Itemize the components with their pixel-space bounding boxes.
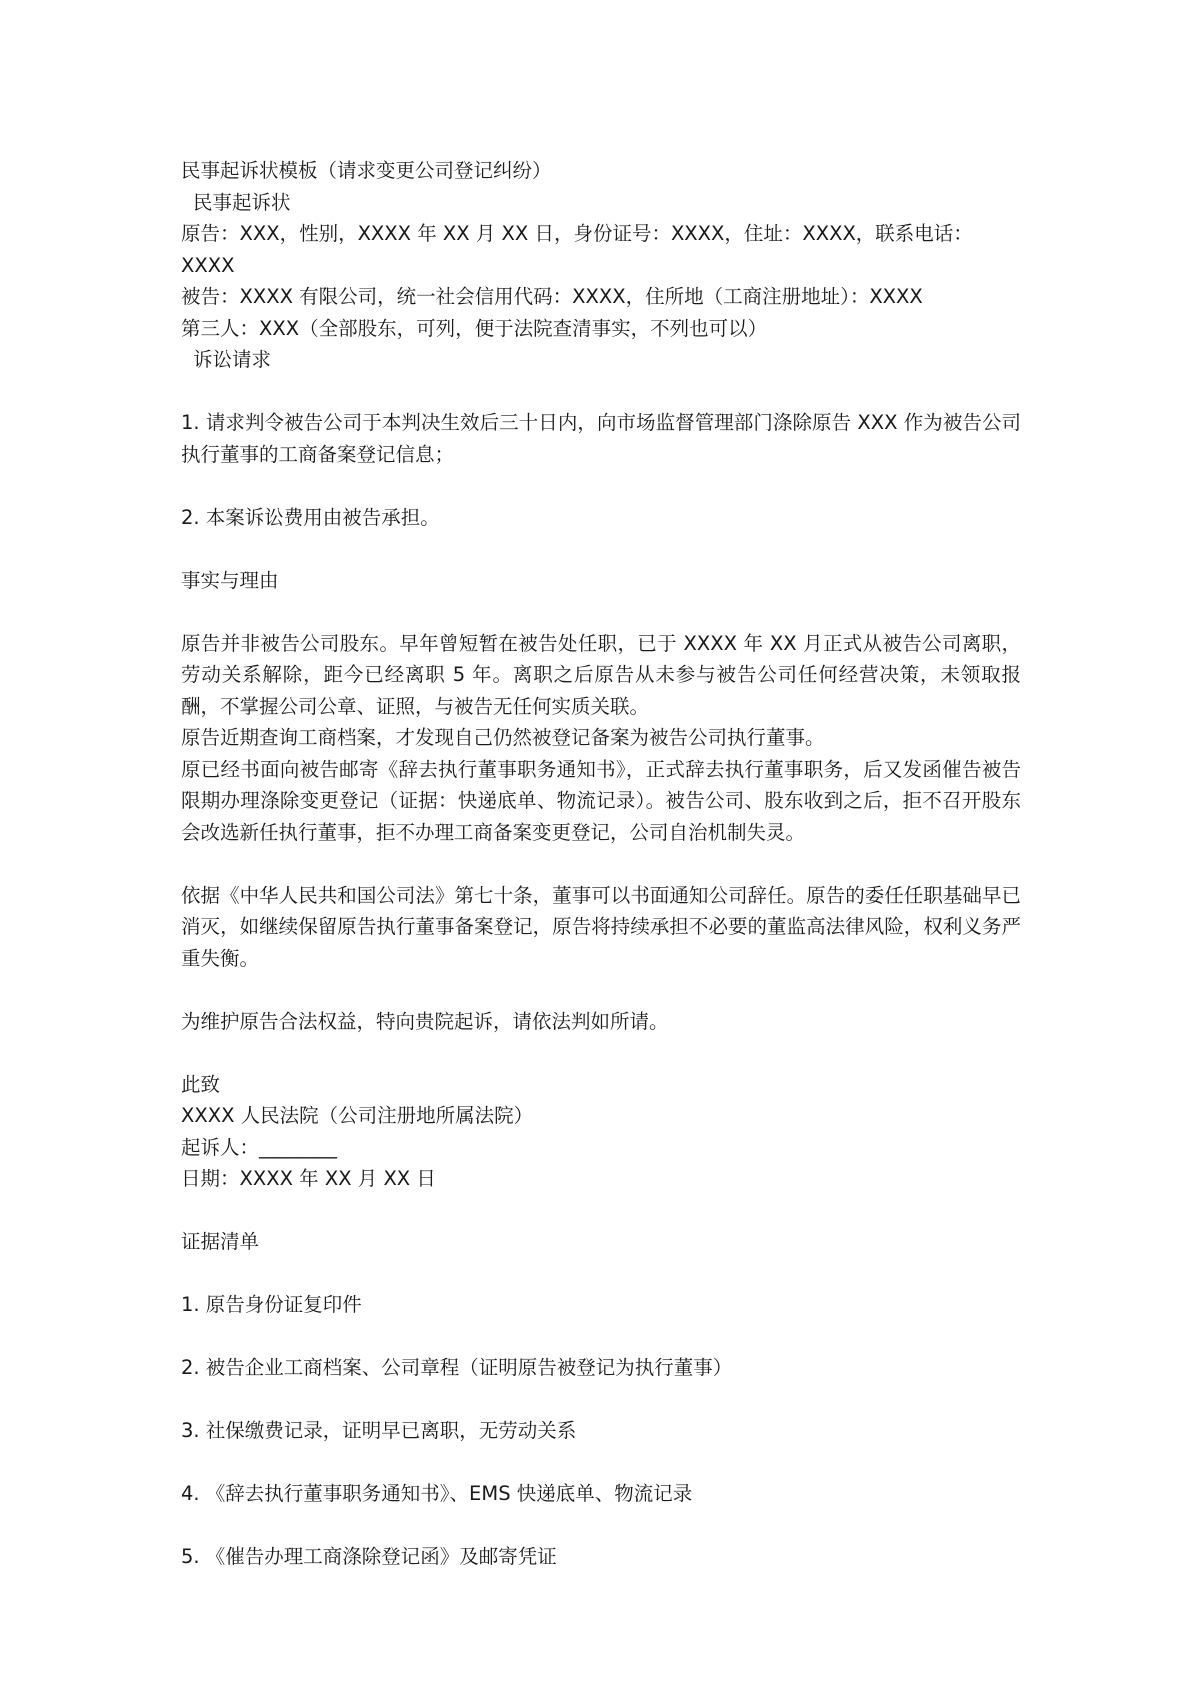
third-party-line: 第三人：XXX（全部股东，可列，便于法院查清事实，不列也可以）	[181, 316, 768, 340]
claim-item: 2. 本案诉讼费用由被告承担。	[181, 505, 440, 529]
defendant-line: 被告：XXXX 有限公司，统一社会信用代码：XXXX，住所地（工商注册地址）：XXXX	[181, 285, 923, 308]
facts-paragraph: 原告近期查询工商档案，才发现自己仍然被登记备案为被告公司执行董事。	[181, 726, 825, 749]
facts-paragraph: 原告并非被告公司股东。早年曾短暂在被告处任职，已于 XXXX 年 XX 月正式从被告公司离职，劳动关系解除，距今已经离职 5 年。离职之后原告从未参与被告公司任何经营决策，未领取报酬，不掌握公司公章、证照，与被告无任何实质关联。	[181, 631, 1021, 718]
evidence-item: 1. 原告身份证复印件	[181, 1293, 362, 1316]
salutation: 此致	[181, 1072, 221, 1096]
facts-paragraph: 依据《中华人民共和国公司法》第七十条，董事可以书面通知公司辞任。原告的委任任职基础早已消灭，如继续保留原告执行董事备案登记，原告将持续承担不必要的董监高法律风险，权利义务严重失衡。	[181, 883, 1021, 970]
facts-heading: 事实与理由	[181, 568, 279, 592]
evidence-item: 5. 《催告办理工商涤除登记函》及邮寄凭证	[181, 1545, 557, 1568]
evidence-heading: 证据清单	[181, 1230, 260, 1253]
evidence-item: 3. 社保缴费记录，证明早已离职，无劳动关系	[181, 1419, 577, 1442]
court-name: XXXX 人民法院（公司注册地所属法院）	[181, 1104, 534, 1127]
date-line: 日期：XXXX 年 XX 月 XX 日	[181, 1167, 436, 1190]
facts-paragraph: 为维护原告合法权益，特向贵院起诉，请依法判如所请。	[181, 1009, 669, 1033]
document-heading: 民事起诉状	[193, 190, 291, 214]
document-body	[181, 155, 1021, 1573]
plaintiff-line: 原告：XXX，性别，XXXX 年 XX 月 XX 日，身份证号：XXXX，住址：XXXX，联系电话：XXXX	[181, 222, 973, 277]
signer-line: 起诉人：________	[181, 1135, 338, 1159]
document-title: 民事起诉状模板（请求变更公司登记纠纷）	[181, 159, 552, 182]
claims-heading: 诉讼请求	[193, 348, 272, 371]
facts-paragraph: 原已经书面向被告邮寄《辞去执行董事职务通知书》，正式辞去执行董事职务，后又发函催告被告限期办理涤除变更登记（证据：快递底单、物流记录）。被告公司、股东收到之后，拒不召开股东会改选新任执行董事，拒不办理工商备案变更登记，公司自治机制失灵。	[181, 757, 1021, 844]
evidence-item: 4. 《辞去执行董事职务通知书》、EMS 快递底单、物流记录	[181, 1482, 693, 1505]
claim-item: 1. 请求判令被告公司于本判决生效后三十日内，向市场监督管理部门涤除原告 XXX 作为被告公司执行董事的工商备案登记信息；	[181, 411, 1021, 466]
evidence-item: 2. 被告企业工商档案、公司章程（证明原告被登记为执行董事）	[181, 1356, 733, 1379]
